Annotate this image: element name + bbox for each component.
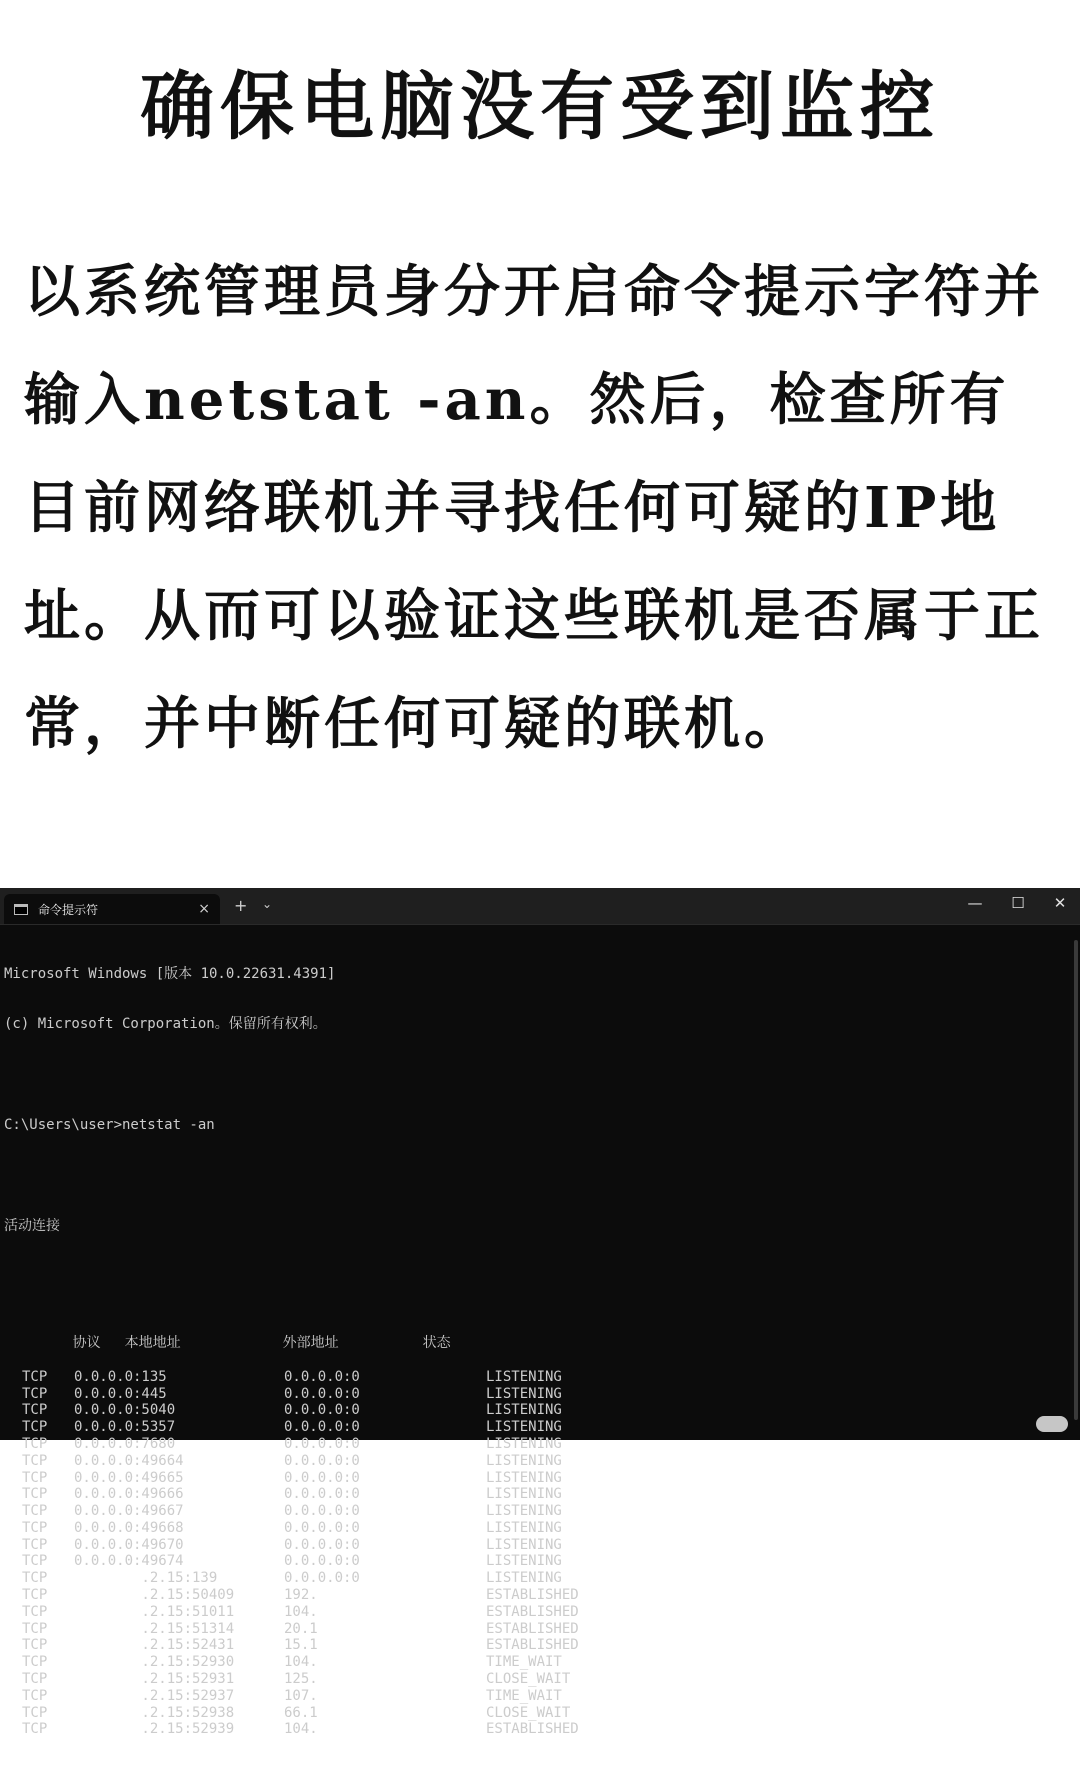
cell-proto: TCP	[22, 1553, 48, 1570]
tab-menu-chevron-down-icon[interactable]: ⌄	[262, 897, 273, 911]
cell-foreign: 0.0.0.0:0	[284, 1368, 360, 1385]
cell-local: 0.0.0.0:49667	[74, 1503, 184, 1520]
cell-proto: TCP	[22, 1620, 48, 1637]
cell-proto: TCP	[22, 1419, 48, 1436]
cell-foreign: 0.0.0.0:0	[284, 1419, 360, 1436]
cell-foreign: 0.0.0.0:0	[284, 1385, 360, 1402]
cell-local: 0.0.0.0:49674	[74, 1553, 184, 1570]
cell-proto: TCP	[22, 1721, 48, 1738]
table-row	[4, 1621, 1064, 1638]
table-row	[4, 1553, 1064, 1570]
cell-state: CLOSE_WAIT	[486, 1704, 571, 1721]
cell-foreign: 0.0.0.0:0	[284, 1570, 360, 1587]
table-row	[4, 1486, 1064, 1503]
cell-local: .2.15:52939	[74, 1721, 235, 1738]
cell-proto: TCP	[22, 1452, 48, 1469]
page-title: 确保电脑没有受到监控	[140, 64, 940, 150]
cell-foreign: 0.0.0.0:0	[284, 1519, 360, 1536]
cell-foreign: 107.	[284, 1687, 318, 1704]
cell-local: .2.15:50409	[74, 1587, 235, 1604]
terminal-icon	[14, 904, 28, 915]
cell-local: 0.0.0.0:5357	[74, 1419, 176, 1436]
banner-line: (c) Microsoft Corporation。保留所有权利。	[4, 1015, 327, 1032]
table-row	[4, 1520, 1064, 1537]
cell-proto: TCP	[22, 1536, 48, 1553]
cell-proto: TCP	[22, 1570, 48, 1587]
cell-local: 0.0.0.0:7680	[74, 1435, 176, 1452]
table-row	[4, 1453, 1064, 1470]
cell-foreign: 0.0.0.0:0	[284, 1486, 360, 1503]
cell-foreign: 0.0.0.0:0	[284, 1469, 360, 1486]
cell-foreign: 192.	[284, 1587, 318, 1604]
cell-state: LISTENING	[486, 1419, 562, 1436]
cell-proto: TCP	[22, 1671, 48, 1688]
cell-state: LISTENING	[486, 1553, 562, 1570]
cell-foreign: 104.	[284, 1721, 318, 1738]
cell-foreign: 104.	[284, 1603, 318, 1620]
close-button[interactable]: ✕	[1053, 894, 1067, 912]
table-row	[4, 1386, 1064, 1403]
command-prompt-line: C:\Users\user>netstat -an	[4, 1116, 215, 1133]
cell-local: 0.0.0.0:5040	[74, 1402, 176, 1419]
table-row	[4, 1671, 1064, 1688]
cell-state: LISTENING	[486, 1402, 562, 1419]
table-row	[4, 1503, 1064, 1520]
cell-state: CLOSE_WAIT	[486, 1671, 571, 1688]
table-row	[4, 1654, 1064, 1671]
table-row	[4, 1570, 1064, 1587]
cell-proto: TCP	[22, 1503, 48, 1520]
cell-proto: TCP	[22, 1368, 48, 1385]
cell-state: TIME_WAIT	[486, 1654, 562, 1671]
terminal-titlebar	[0, 888, 1080, 925]
cell-local: .2.15:51314	[74, 1620, 235, 1637]
watermark-logo	[1036, 1416, 1068, 1432]
header-proto: 协议	[72, 1335, 101, 1352]
header-state: 状态	[422, 1335, 451, 1352]
cell-proto: TCP	[22, 1637, 48, 1654]
cell-local: 0.0.0.0:49666	[74, 1486, 184, 1503]
cell-proto: TCP	[22, 1435, 48, 1452]
header-foreign: 外部地址	[282, 1335, 339, 1352]
blank-line	[4, 1268, 1064, 1285]
instruction-text: 以系统管理员身分开启命令提示字符并输入netstat -an。然后，检查所有目前网络联机并寻找任何可疑的IP地址。从而可以验证这些联机是否属于正常，并中断任何可疑的联机。	[24, 259, 1044, 757]
table-row	[4, 1705, 1064, 1722]
cell-state: LISTENING	[486, 1519, 562, 1536]
vertical-scrollbar[interactable]	[1074, 940, 1078, 1420]
table-row	[4, 1587, 1064, 1604]
table-row	[4, 1470, 1064, 1487]
cell-proto: TCP	[22, 1704, 48, 1721]
cell-local: 0.0.0.0:49668	[74, 1519, 184, 1536]
cell-proto: TCP	[22, 1603, 48, 1620]
cell-state: ESTABLISHED	[486, 1603, 579, 1620]
cell-state: ESTABLISHED	[486, 1721, 579, 1738]
cell-foreign: 20.1	[284, 1620, 318, 1637]
cell-foreign: 66.1	[284, 1704, 318, 1721]
table-row	[4, 1419, 1064, 1436]
table-row	[4, 1436, 1064, 1453]
cell-local: .2.15:52930	[74, 1654, 235, 1671]
cell-foreign: 0.0.0.0:0	[284, 1503, 360, 1520]
cell-state: LISTENING	[486, 1452, 562, 1469]
banner-line: Microsoft Windows [版本 10.0.22631.4391]	[4, 965, 336, 982]
cell-state: ESTABLISHED	[486, 1637, 579, 1654]
cell-local: .2.15:51011	[74, 1603, 235, 1620]
cell-foreign: 125.	[284, 1671, 318, 1688]
cell-local: 0.0.0.0:49670	[74, 1536, 184, 1553]
cell-local: 0.0.0.0:49664	[74, 1452, 184, 1469]
cell-proto: TCP	[22, 1486, 48, 1503]
cell-state: LISTENING	[486, 1486, 562, 1503]
cell-foreign: 0.0.0.0:0	[284, 1452, 360, 1469]
maximize-button[interactable]: ☐	[1011, 894, 1025, 912]
cell-local: .2.15:52431	[74, 1637, 235, 1654]
cell-foreign: 104.	[284, 1654, 318, 1671]
cell-state: LISTENING	[486, 1368, 562, 1385]
cell-foreign: 0.0.0.0:0	[284, 1402, 360, 1419]
table-row	[4, 1688, 1064, 1705]
table-row	[4, 1604, 1064, 1621]
console-output[interactable]	[4, 932, 1064, 1772]
cell-proto: TCP	[22, 1402, 48, 1419]
cell-state: LISTENING	[486, 1435, 562, 1452]
cell-state: LISTENING	[486, 1385, 562, 1402]
tab-close-icon[interactable]: ×	[198, 901, 210, 917]
cell-foreign: 15.1	[284, 1637, 318, 1654]
cell-state: LISTENING	[486, 1536, 562, 1553]
tab-command-prompt[interactable]	[4, 894, 220, 924]
tab-label: 命令提示符	[38, 902, 99, 917]
cell-state: ESTABLISHED	[486, 1620, 579, 1637]
cell-local: .2.15:139	[74, 1570, 218, 1587]
cell-local: 0.0.0.0:445	[74, 1385, 167, 1402]
cell-state: LISTENING	[486, 1469, 562, 1486]
table-row	[4, 1637, 1064, 1654]
cell-state: TIME_WAIT	[486, 1687, 562, 1704]
cell-local: .2.15:52937	[74, 1687, 235, 1704]
cell-state: ESTABLISHED	[486, 1587, 579, 1604]
terminal-window	[0, 888, 1080, 1738]
cell-proto: TCP	[22, 1469, 48, 1486]
cell-foreign: 0.0.0.0:0	[284, 1553, 360, 1570]
cell-proto: TCP	[22, 1687, 48, 1704]
cell-proto: TCP	[22, 1587, 48, 1604]
table-row	[4, 1402, 1064, 1419]
section-title: 活动连接	[4, 1217, 60, 1234]
blank-line	[4, 1066, 1064, 1083]
new-tab-button[interactable]: +	[234, 896, 248, 915]
cell-proto: TCP	[22, 1385, 48, 1402]
cell-local: 0.0.0.0:49665	[74, 1469, 184, 1486]
minimize-button[interactable]: —	[967, 894, 983, 912]
cell-local: .2.15:52938	[74, 1704, 235, 1721]
table-header	[4, 1318, 1064, 1352]
blank-line	[4, 1167, 1064, 1184]
cell-local: 0.0.0.0:135	[74, 1368, 167, 1385]
table-row	[4, 1537, 1064, 1554]
header-local: 本地地址	[124, 1335, 181, 1352]
table-row	[4, 1369, 1064, 1386]
cell-foreign: 0.0.0.0:0	[284, 1435, 360, 1452]
connection-table	[4, 1369, 1064, 1739]
cell-proto: TCP	[22, 1519, 48, 1536]
cell-foreign: 0.0.0.0:0	[284, 1536, 360, 1553]
cell-state: LISTENING	[486, 1570, 562, 1587]
cell-local: .2.15:52931	[74, 1671, 235, 1688]
cell-state: LISTENING	[486, 1503, 562, 1520]
table-row	[4, 1721, 1064, 1738]
cell-proto: TCP	[22, 1654, 48, 1671]
